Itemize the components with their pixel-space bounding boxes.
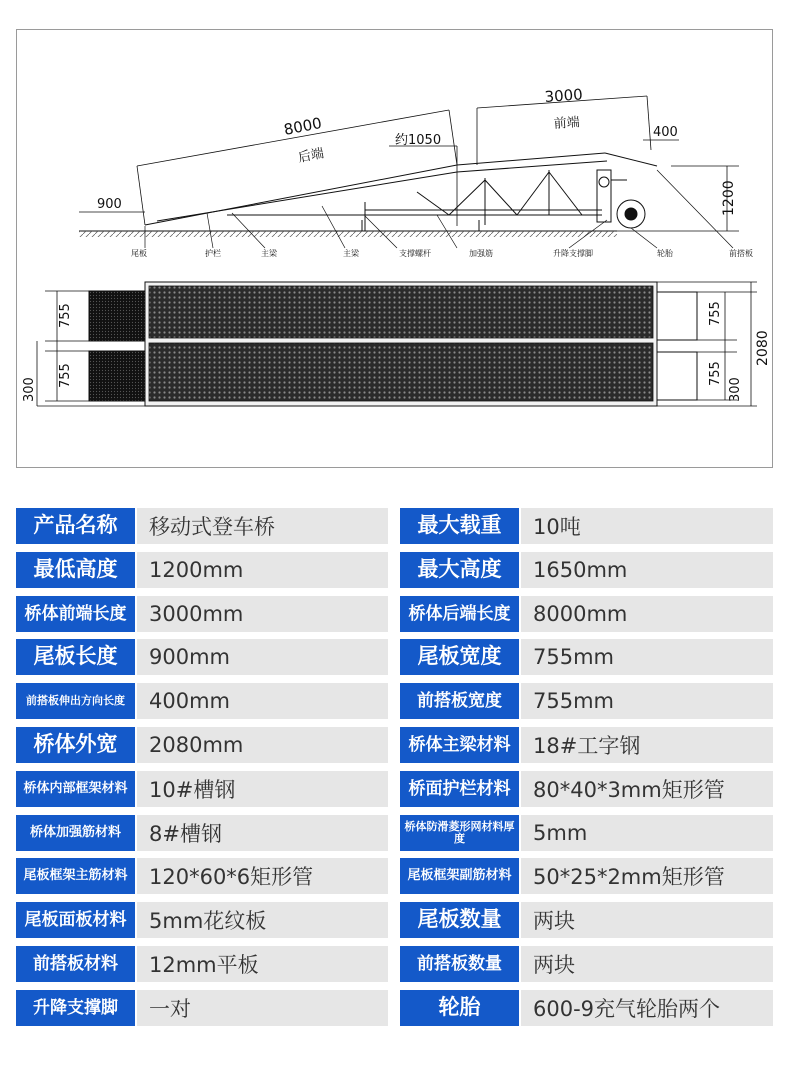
dim-755-right-2: 755 (708, 361, 723, 386)
spec-value: 3000mm (137, 596, 388, 632)
label-tail-plate: 尾板 (131, 249, 147, 258)
spec-label: 尾板宽度 (400, 639, 519, 675)
spec-value: 8000mm (521, 596, 773, 632)
dim-900: 900 (97, 197, 122, 212)
side-dimensions (79, 96, 739, 231)
spec-row (16, 508, 773, 544)
label-support-screw: 支撑螺杆 (399, 249, 431, 258)
spec-label: 前搭板材料 (16, 946, 135, 982)
dim-1050: 约1050 (395, 133, 442, 148)
side-view (79, 153, 657, 237)
spec-value: 120*60*6矩形管 (137, 858, 388, 894)
label-lift-leg: 升降支撑脚 (553, 249, 593, 258)
spec-value: 两块 (521, 902, 773, 938)
label-front-plate: 前搭板 (729, 249, 753, 258)
dim-2080: 2080 (755, 330, 771, 366)
spec-label: 桥体前端长度 (16, 596, 135, 632)
spec-row (16, 990, 773, 1026)
label-rib: 加强筋 (469, 249, 493, 258)
spec-value: 5mm花纹板 (137, 902, 388, 938)
spec-label: 桥面护栏材料 (400, 771, 519, 807)
text-front-end: 前端 (553, 115, 581, 132)
top-view (89, 282, 697, 406)
spec-value: 10#槽钢 (137, 771, 388, 807)
spec-row (16, 727, 773, 763)
spec-value: 18#工字钢 (521, 727, 773, 763)
spec-label: 前搭板数量 (400, 946, 519, 982)
spec-row (16, 815, 773, 851)
spec-label: 桥体主梁材料 (400, 727, 519, 763)
dim-3000: 3000 (544, 85, 584, 106)
spec-label: 桥体外宽 (16, 727, 135, 763)
spec-row (16, 552, 773, 588)
spec-label: 产品名称 (16, 508, 135, 544)
spec-label: 尾板数量 (400, 902, 519, 938)
spec-label: 前搭板宽度 (400, 683, 519, 719)
spec-value: 5mm (521, 815, 773, 851)
label-main-beam-1: 主梁 (261, 249, 277, 258)
spec-value: 755mm (521, 639, 773, 675)
spec-label: 最低高度 (16, 552, 135, 588)
spec-row (16, 639, 773, 675)
spec-value: 80*40*3mm矩形管 (521, 771, 773, 807)
spec-value: 400mm (137, 683, 388, 719)
spec-value: 1200mm (137, 552, 388, 588)
spec-row (16, 858, 773, 894)
spec-label: 尾板框架主筋材料 (16, 858, 135, 894)
spec-value: 755mm (521, 683, 773, 719)
spec-row (16, 902, 773, 938)
label-main-beam-2: 主梁 (343, 249, 359, 258)
dim-8000: 8000 (282, 113, 324, 139)
spec-row (16, 946, 773, 982)
spec-value: 900mm (137, 639, 388, 675)
spec-value: 2080mm (137, 727, 388, 763)
dim-300-right: 300 (728, 377, 743, 402)
spec-value: 600-9充气轮胎两个 (521, 990, 773, 1026)
spec-label: 尾板框架副筋材料 (400, 858, 519, 894)
spec-value: 12mm平板 (137, 946, 388, 982)
spec-value: 一对 (137, 990, 388, 1026)
dim-400: 400 (653, 125, 678, 140)
spec-label: 最大高度 (400, 552, 519, 588)
spec-value: 移动式登车桥 (137, 508, 388, 544)
dim-300-left: 300 (22, 377, 37, 402)
spec-label: 最大载重 (400, 508, 519, 544)
dim-755-left-1: 755 (58, 303, 73, 328)
spec-label: 尾板面板材料 (16, 902, 135, 938)
spec-value: 50*25*2mm矩形管 (521, 858, 773, 894)
label-guardrail: 护栏 (205, 249, 221, 258)
spec-label: 轮胎 (400, 990, 519, 1026)
spec-label: 升降支撑脚 (16, 990, 135, 1026)
technical-drawing (16, 29, 773, 468)
spec-value: 两块 (521, 946, 773, 982)
dim-755-left-2: 755 (58, 363, 73, 388)
spec-label: 前搭板伸出方向长度 (16, 683, 135, 719)
text-rear-end: 后端 (296, 146, 326, 166)
spec-row (16, 596, 773, 632)
spec-label: 桥体防滑菱形网材料厚度 (400, 815, 519, 851)
spec-value: 1650mm (521, 552, 773, 588)
spec-label: 桥体内部框架材料 (16, 771, 135, 807)
label-wheel: 轮胎 (657, 249, 673, 258)
spec-value: 8#槽钢 (137, 815, 388, 851)
dim-1200: 1200 (721, 180, 737, 216)
spec-label: 尾板长度 (16, 639, 135, 675)
dim-755-right-1: 755 (708, 301, 723, 326)
spec-value: 10吨 (521, 508, 773, 544)
spec-row (16, 771, 773, 807)
drawing-svg (17, 30, 774, 469)
spec-label: 桥体加强筋材料 (16, 815, 135, 851)
spec-label: 桥体后端长度 (400, 596, 519, 632)
spec-row (16, 683, 773, 719)
